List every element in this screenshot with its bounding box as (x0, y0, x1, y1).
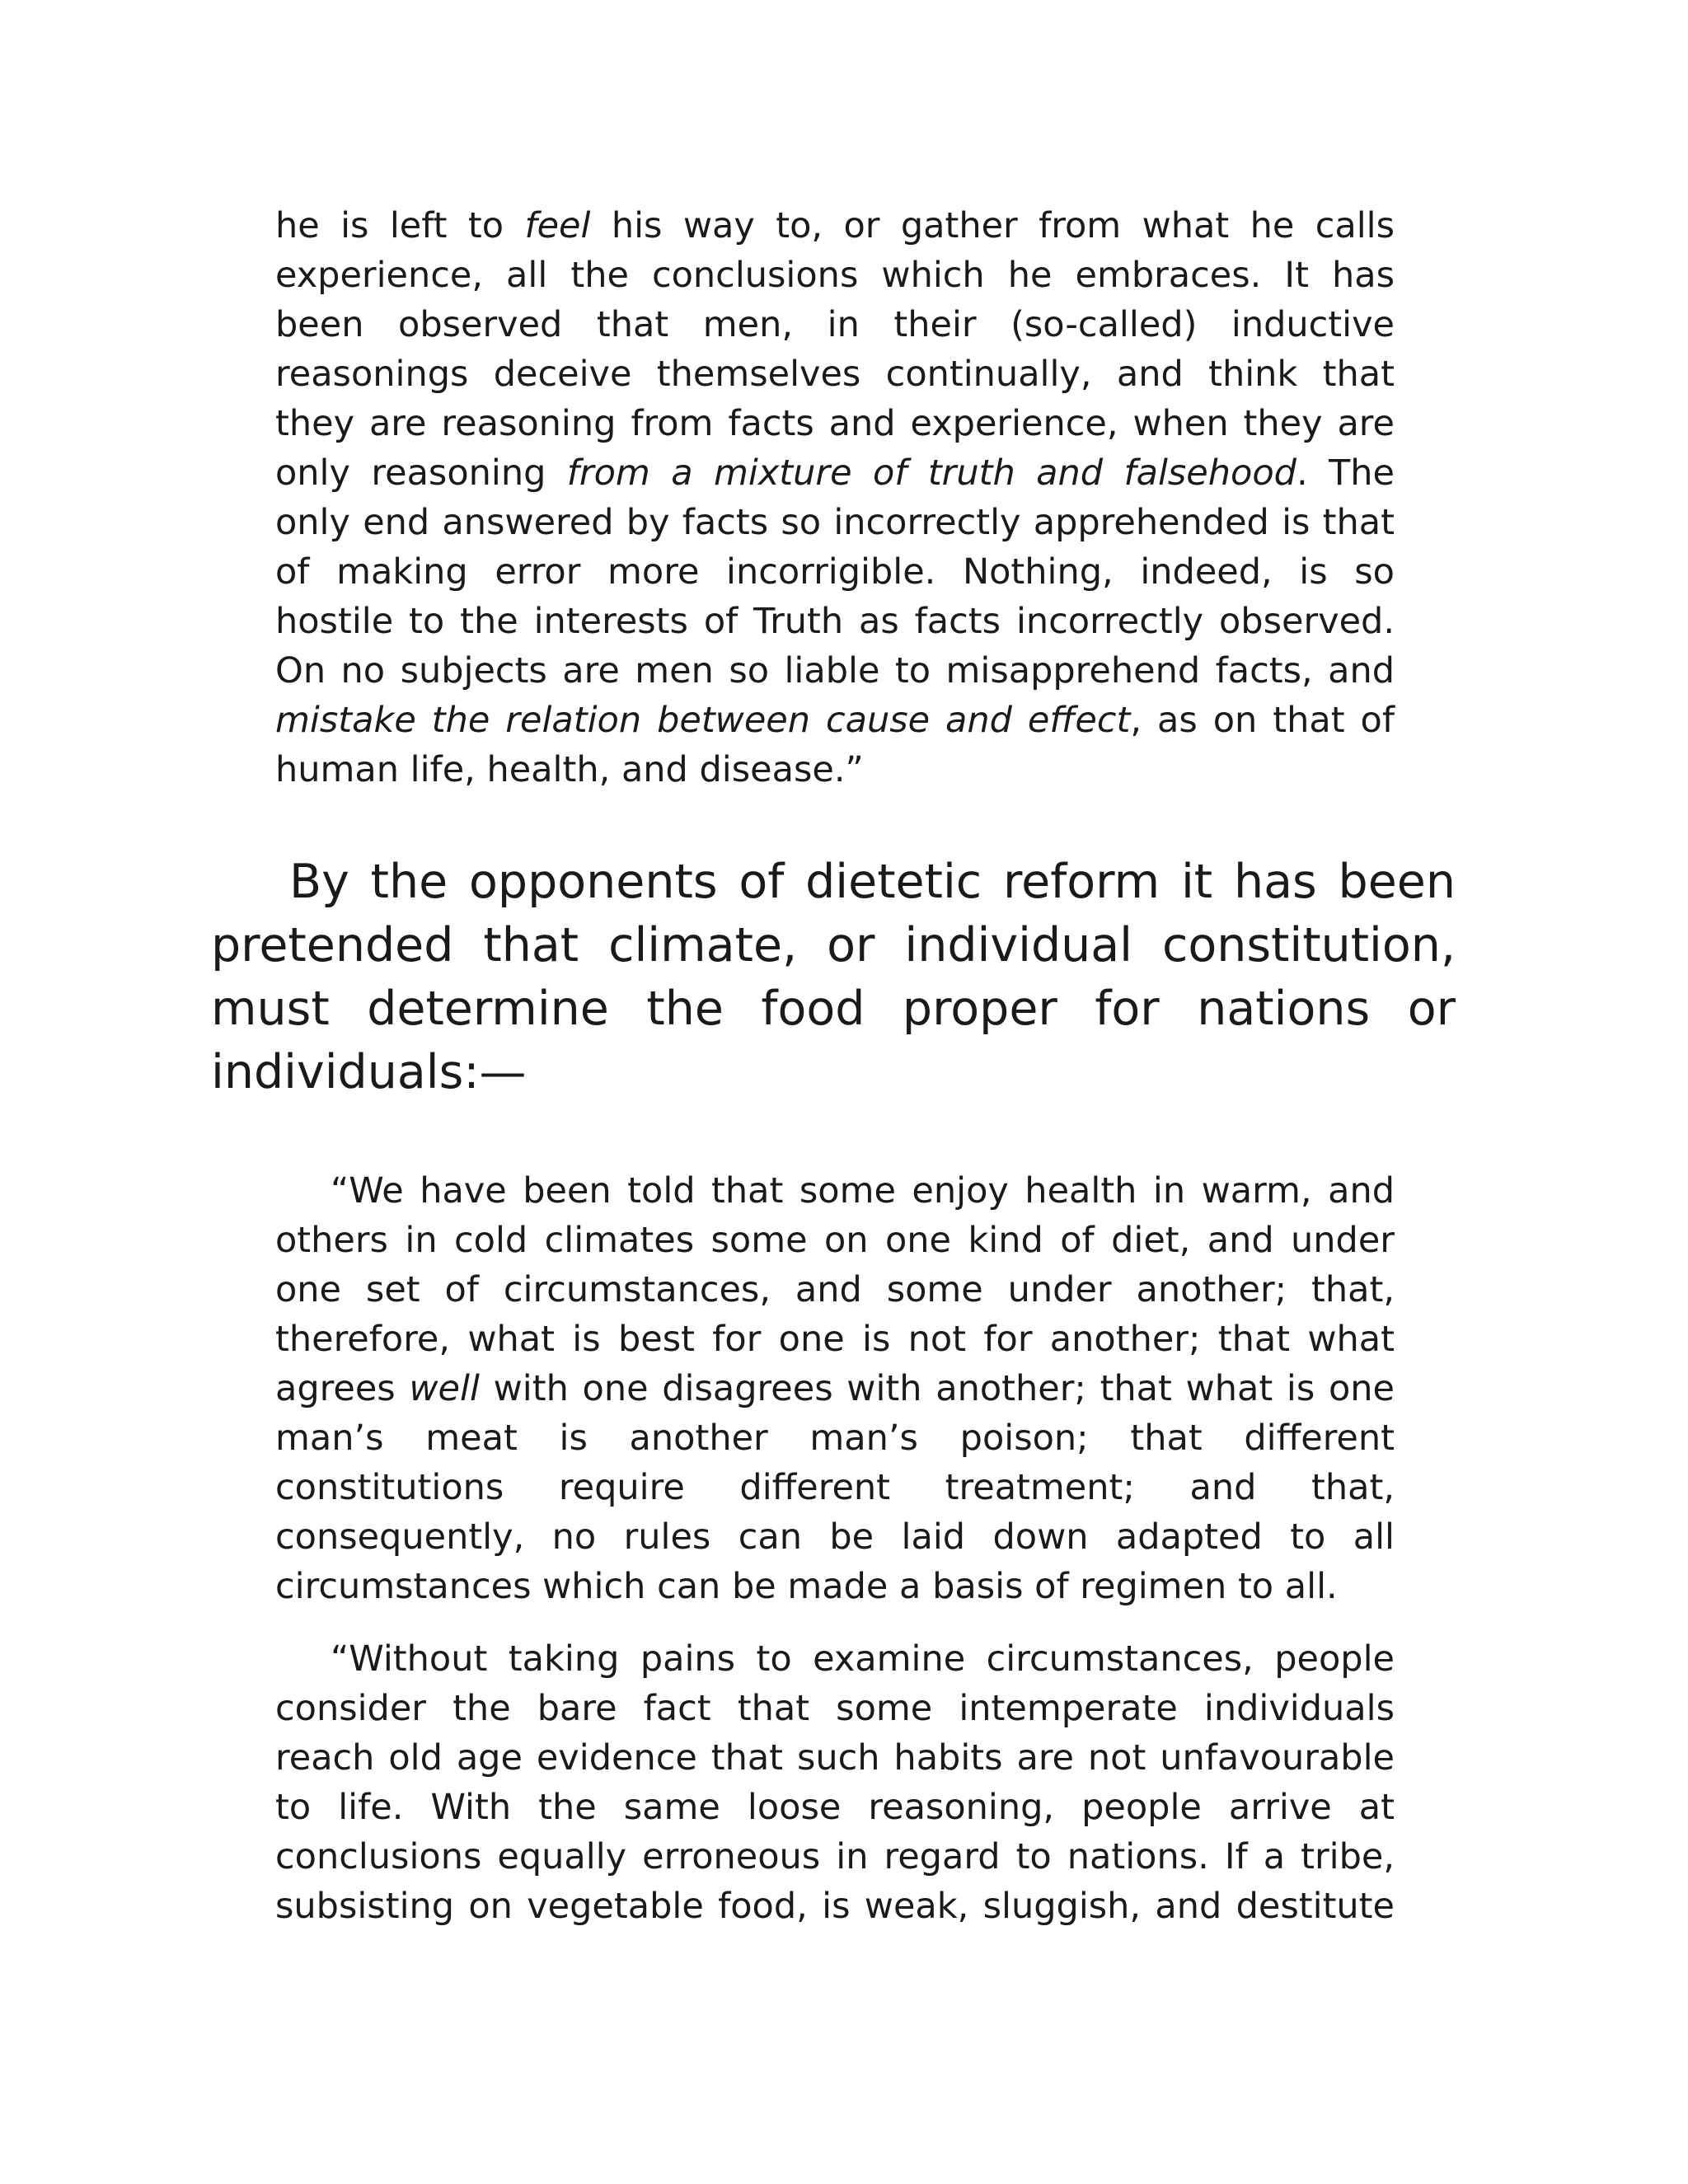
text-line: they are reasoning from facts and experience, when they are (275, 403, 1395, 444)
text-line: of making error more incorrigible. Nothing, indeed, is so (275, 551, 1395, 593)
text-line: been observed that men, in their (so-called) inductive (275, 304, 1395, 345)
text-line: constitutions require different treatment; and that, (275, 1467, 1395, 1508)
text-line: must determine the food proper for nations or (211, 982, 1456, 1036)
text-line: only end answered by facts so incorrectly apprehended is that (275, 502, 1395, 543)
text-line: reach old age evidence that such habits are not unfavourable (275, 1737, 1395, 1779)
text-line: therefore, what is best for one is not for another; that what (275, 1319, 1395, 1360)
text-line: only reasoning from a mixture of truth and falsehood. The (275, 452, 1395, 494)
text-line: conclusions equally erroneous in regard to nations. If a tribe, (275, 1836, 1395, 1877)
quote-paragraph-3 (275, 1634, 1395, 1931)
text-line: circumstances which can be made a basis of regimen to all. (275, 1566, 1338, 1607)
quote-paragraph-1 (275, 201, 1395, 794)
text-line: consequently, no rules can be laid down adapted to all (275, 1516, 1395, 1558)
text-line: man’s meat is another man’s poison; that different (275, 1418, 1395, 1459)
text-line: reasonings deceive themselves continually, and think that (275, 354, 1395, 395)
text-line: By the opponents of dietetic reform it has been (289, 855, 1456, 909)
text-line: subsisting on vegetable food, is weak, sluggish, and destitute (275, 1886, 1395, 1927)
text-line: experience, all the conclusions which he embraces. It has (275, 255, 1395, 296)
body-paragraph (211, 851, 1456, 1104)
text-line: mistake the relation between cause and effect, as on that of (275, 700, 1395, 741)
quote-paragraph-2 (275, 1166, 1395, 1611)
text-line: pretended that climate, or individual constitution, (211, 918, 1456, 972)
text-line: “Without taking pains to examine circumstances, people (331, 1638, 1395, 1680)
text-line: human life, health, and disease.” (275, 749, 864, 790)
text-line: he is left to feel his way to, or gather from what he calls (275, 205, 1395, 246)
text-line: to life. With the same loose reasoning, people arrive at (275, 1787, 1395, 1828)
text-line: “We have been told that some enjoy health in warm, and (331, 1170, 1395, 1212)
text-line: hostile to the interests of Truth as facts incorrectly observed. (275, 601, 1395, 642)
text-line: On no subjects are men so liable to misapprehend facts, and (275, 650, 1395, 691)
text-line: consider the bare fact that some intemperate individuals (275, 1688, 1395, 1729)
text-line: others in cold climates some on one kind of diet, and under (275, 1220, 1395, 1261)
text-line: individuals:— (211, 1045, 527, 1099)
text-line: agrees well with one disagrees with another; that what is one (275, 1368, 1395, 1409)
text-line: one set of circumstances, and some under another; that, (275, 1269, 1395, 1310)
